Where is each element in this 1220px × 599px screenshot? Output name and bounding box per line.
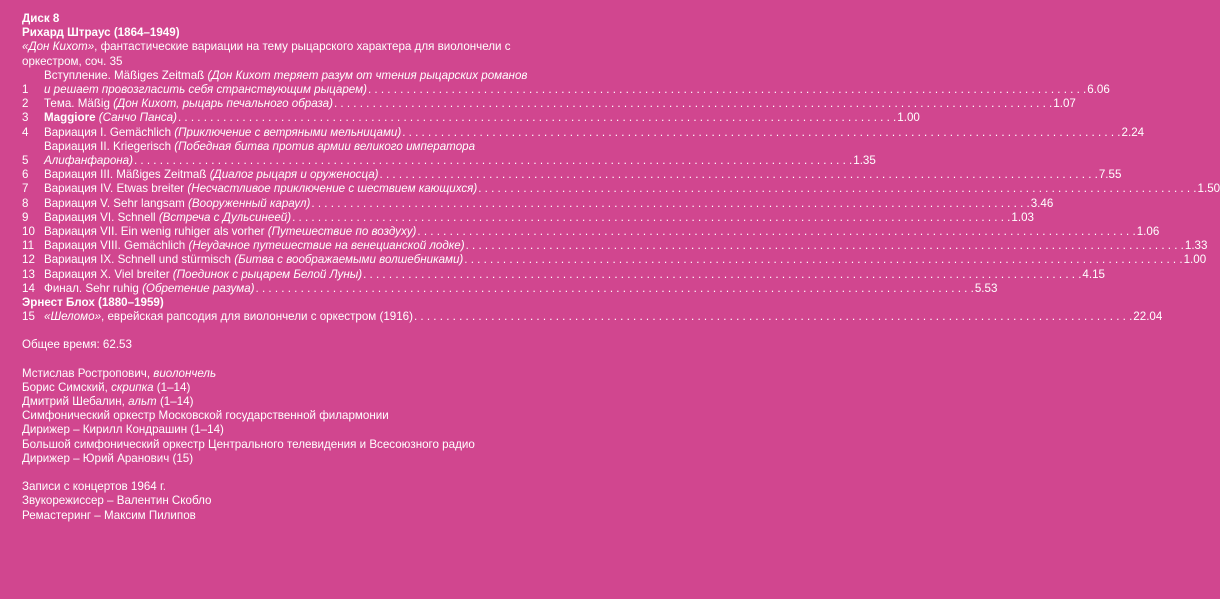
track-description: (Несчастливое приключение с шествием кающихся) [187,182,478,196]
work-title: «Дон Кихот» [22,40,95,54]
track-row-7 [22,182,1220,196]
track-number: 11 [22,239,35,253]
track-row-9 [22,210,1034,225]
track-description: (Приключение с ветряными мельницами) [174,125,402,139]
track-number: 12 [22,253,35,267]
track-title: Вариация V. Sehr langsam [44,196,189,210]
track-title: Вариация IX. Schnell und stürmisch [44,253,235,267]
track-title: Вступление. Mäßiges Zeitmaß [44,68,208,82]
track-description: (Путешествие по воздуху) [267,225,417,239]
track-number: 2 [22,97,29,111]
work-subtitle: , фантастические вариации на тему рыцарского характера для виолончели с [94,40,511,54]
composer-strauss: Рихард Штраус (1864–1949) [22,26,180,40]
track-list [22,68,1220,296]
track-title: Вариация X. Viel breiter [44,267,173,281]
performer-role: альт [128,395,157,409]
track-number: 9 [22,210,29,224]
conductor-2: Дирижер – Юрий Аранович (15) [22,451,194,465]
track-row-4 [22,125,1145,140]
track-row-15 [22,310,1163,324]
track-row-3 [22,111,920,125]
orchestra-2: Большой симфонический оркестр Центрального телевидения и Всесоюзного радио [22,437,475,451]
track-duration: 1.00 [1183,253,1207,267]
track-duration: 2.24 [1121,125,1145,139]
track-row-8 [22,196,1054,211]
track-description-cont: Алифанфарона) [44,154,133,168]
track-description-cont: и решает провозгласить себя странствующим рыцарем) [44,83,367,97]
track-number: 3 [22,111,29,125]
track-description: (Санчо Панса) [98,111,177,125]
track-number: 1 [22,83,29,97]
track-row-5 [22,139,876,168]
track-row-13 [22,267,1105,282]
leader-dots [402,126,1120,140]
performer-role: скрипка [111,380,154,394]
track-description: (Дон Кихот теряет разум от чтения рыцарских романов [207,68,528,82]
track-row-1 [22,68,1110,97]
track-number: 14 [22,281,35,295]
track-number: 4 [22,125,29,139]
track-duration: 1.50 [1197,182,1220,196]
track-row-11 [22,239,1208,253]
track-duration: 3.46 [1030,196,1054,210]
leader-dots [414,310,1132,324]
leader-dots [417,225,1135,239]
conductor-1: Дирижер – Кирилл Кондрашин (1–14) [22,423,224,437]
track-title: Maggiore [44,111,99,125]
performer-name: Мстислав Ростропович, [22,366,154,380]
performer-tracks: (1–14) [153,380,191,394]
track-duration: 22.04 [1133,310,1163,324]
performer-name: Борис Симский, [22,380,112,394]
track-number: 7 [22,182,29,196]
composer-bloch: Эрнест Блох (1880–1959) [22,296,164,310]
leader-dots [478,182,1196,196]
track-duration: 1.35 [853,154,876,168]
track-title: Вариация IV. Etwas breiter [44,182,188,196]
leader-dots [380,168,1098,182]
work-don-quixote [22,40,547,68]
track-description: (Неудачное путешествие на венецианской лодке) [188,239,465,253]
total-time: Общее время: 62.53 [22,338,132,352]
track-row-14 [22,281,998,296]
track-duration: 1.07 [1053,97,1076,111]
track-duration: 6.06 [1087,83,1110,97]
track-row-10 [22,225,1160,239]
track-description: (Обретение разума) [142,281,255,295]
track-title: Вариация I. Gemächlich [44,125,175,139]
track-row-2 [22,97,1076,111]
work-subtitle-line2: оркестром, соч. 35 [22,54,123,68]
leader-dots [292,211,1010,225]
track-duration: 1.33 [1184,239,1208,253]
track-title: Вариация VII. Ein wenig ruhiger als vorher [44,225,268,239]
performer-name: Дмитрий Шебалин, [22,395,129,409]
track-title: Вариация VI. Schnell [44,210,159,224]
track-row-12 [22,253,1207,267]
leader-dots [134,154,852,168]
track-row-6 [22,168,1122,182]
performer-role: виолончель [153,366,217,380]
track-description: (Битва с воображаемыми волшебниками) [234,253,464,267]
track-title: Вариация VIII. Gemächlich [44,239,189,253]
credits [22,480,547,523]
leader-dots [256,282,974,296]
track-duration: 7.55 [1098,168,1122,182]
track-duration: 1.00 [897,111,920,125]
track-description: (Диалог рыцаря и оруженосца) [209,168,379,182]
work-title-shelomo: «Шеломо» [44,310,102,324]
track-duration: 4.15 [1082,267,1105,281]
track-description: (Дон Кихот, рыцарь печального образа) [113,97,333,111]
track-description: (Вооруженный караул) [188,196,311,210]
sound-engineer: Звукорежиссер – Валентин Скобло [22,494,212,508]
remastering: Ремастеринг – Максим Пилипов [22,508,196,522]
disc-title: Диск 8 [22,12,60,25]
leader-dots [311,197,1029,211]
leader-dots [466,239,1184,253]
track-duration: 5.53 [974,281,998,295]
track-title: Финал. Sehr ruhig [44,281,143,295]
track-number: 13 [22,267,35,281]
leader-dots [464,253,1182,267]
performers [22,367,547,466]
leader-dots [363,268,1081,282]
track-number: 8 [22,196,29,210]
leader-dots [334,97,1052,111]
track-number: 15 [22,310,35,324]
track-number: 6 [22,168,29,182]
track-title: Вариация III. Mäßiges Zeitmaß [44,168,210,182]
track-number: 5 [22,154,29,168]
track-description: (Поединок с рыцарем Белой Луны) [172,267,363,281]
track-title: Вариация II. Kriegerisch [44,139,175,153]
leader-dots [368,83,1086,97]
track-number: 10 [22,225,35,239]
track-duration: 1.03 [1011,210,1034,224]
orchestra-1: Симфонический оркестр Московской государственной филармонии [22,409,389,423]
track-description: (Встреча с Дульсинеей) [158,210,292,224]
work-subtitle-shelomo: , еврейская рапсодия для виолончели с оркестром (1916) [101,310,413,324]
leader-dots [178,111,896,125]
recording-note: Записи с концертов 1964 г. [22,480,166,494]
track-description: (Победная битва против армии великого императора [174,139,476,153]
track-title: Тема. Mäßig [44,97,114,111]
track-duration: 1.06 [1136,225,1160,239]
performer-tracks: (1–14) [156,395,194,409]
